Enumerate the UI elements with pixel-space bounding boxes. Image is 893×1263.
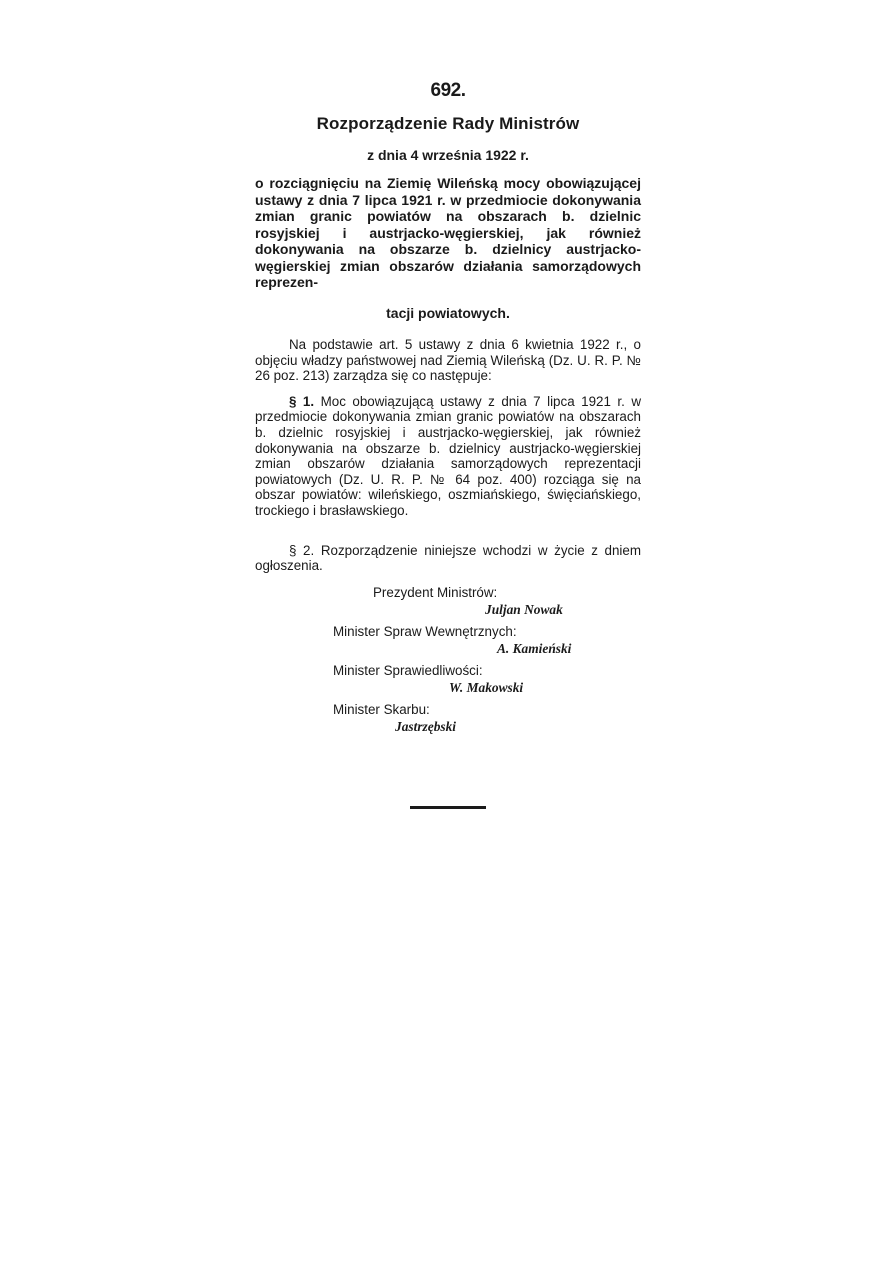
signature-interior-minister xyxy=(255,623,641,657)
signature-role: Prezydent Ministrów: xyxy=(373,584,498,600)
signature-prime-minister xyxy=(255,584,641,618)
signature-name: Jastrzębski xyxy=(395,718,457,734)
signature-treasury-minister xyxy=(255,701,641,735)
regulation-title: Rozporządzenie Rady Ministrów xyxy=(316,114,580,133)
signature-name: A. Kamieński xyxy=(497,640,572,656)
signatures-block xyxy=(255,584,641,735)
end-rule xyxy=(410,806,486,809)
section-2-label: § 2. xyxy=(289,542,315,558)
signature-role: Minister Sprawiedliwości: xyxy=(333,662,483,678)
page-number: 692. xyxy=(430,80,466,101)
document-page xyxy=(255,80,641,740)
regulation-date: z dnia 4 września 1922 r. xyxy=(367,147,529,163)
signature-role: Minister Skarbu: xyxy=(333,701,430,717)
signature-role: Minister Spraw Wewnętrznych: xyxy=(333,623,517,639)
section-1-text: Moc obowiązującą ustawy z dnia 7 lipca 1921 r. w przedmiocie dokonywania zmian granic powiatów na obszarach b. dzielnic rosyjskiej i austrjacko-węgierskiej, jak również dokonywania na obszarze b. dzielnicy austrjacko-węgierskiej zmian obszarów działania samorządowych reprezentacji powiatowych (Dz. U. R. P. № 64 poz. 400) rozciąga się na obszar powiatów: wileńskiego, oszmiańskiego, święciańskiego, trockiego i brasławskiego. xyxy=(255,393,641,518)
preamble-paragraph: Na podstawie art. 5 ustawy z dnia 6 kwietnia 1922 r., o objęciu władzy państwowej nad Ziemią Wileńską (Dz. U. R. P. № 26 poz. 213) zarządza się co następuje: xyxy=(255,337,641,384)
section-1-label: § 1. xyxy=(289,393,315,409)
section-1-paragraph xyxy=(255,394,641,519)
section-2-text: Rozporządzenie niniejsze wchodzi w życie z dniem ogłoszenia. xyxy=(255,542,641,574)
signature-name: Juljan Nowak xyxy=(485,601,563,617)
signature-name: W. Makowski xyxy=(449,679,524,695)
regulation-subject-end: tacji powiatowych. xyxy=(386,304,510,321)
section-2-paragraph xyxy=(255,543,641,574)
signature-justice-minister xyxy=(255,662,641,696)
regulation-subject: o rozciągnięciu na Ziemię Wileńską mocy obowiązującej ustawy z dnia 7 lipca 1921 r. w przedmiocie dokonywania zmian granic powiatów na obszarach b. dzielnic rosyjskiej i austrjacko-węgierskiej, jak również dokonywania na obszarze b. dzielnicy austrjacko-węgierskiej zmian obszarów działania samorządowych reprezen- xyxy=(255,175,641,290)
